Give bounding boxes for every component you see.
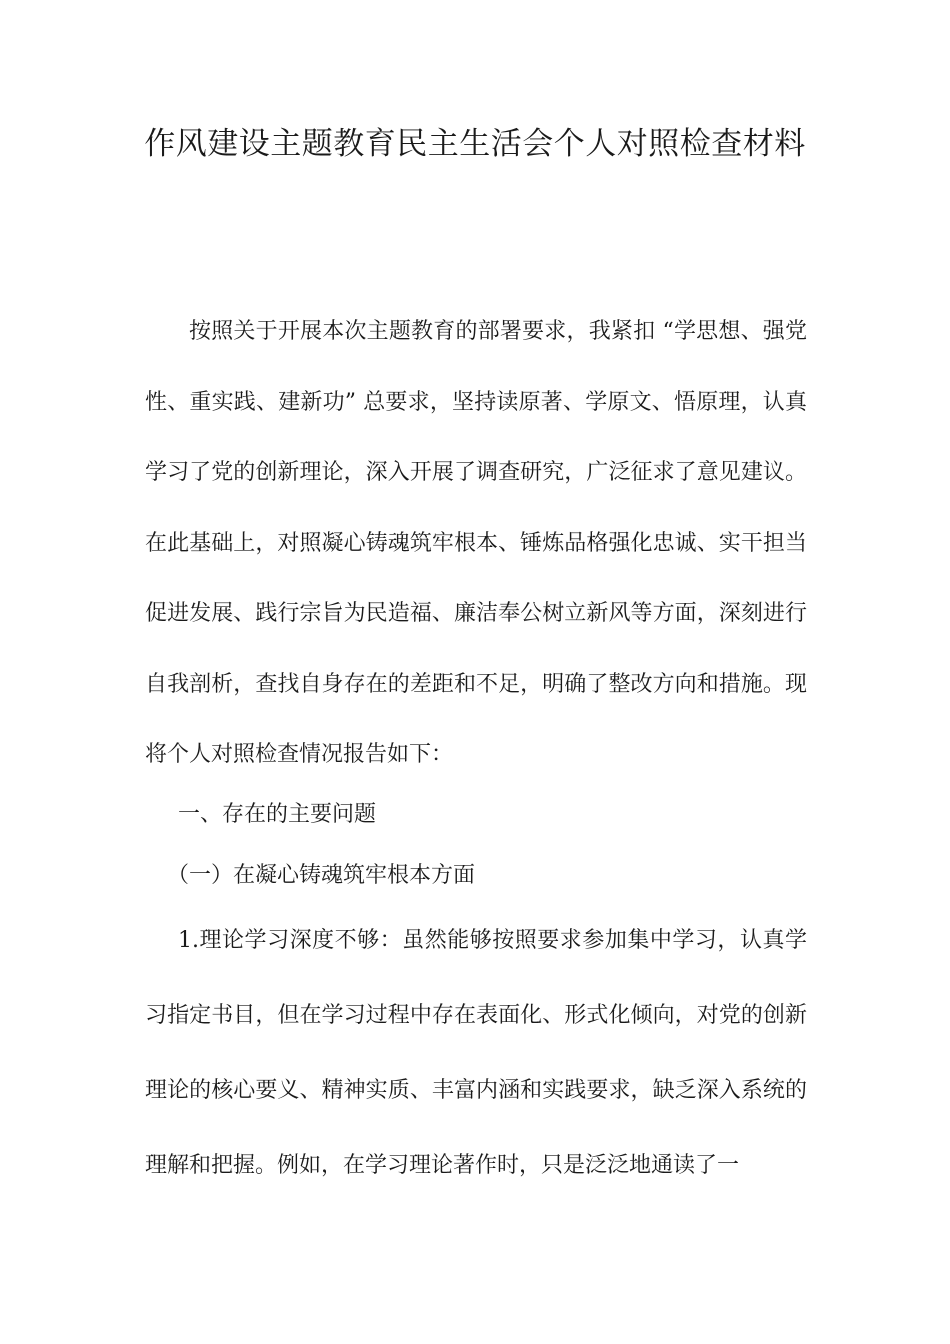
intro-paragraph: 按照关于开展本次主题教育的部署要求，我紧扣 “学思想、强党性、重实践、建新功” 总要求，坚持读原著、学原文、悟原理，认真学习了党的创新理论，深入开展了调查研究，广泛征求了意见建议。在此基础上，对照凝心铸魂筑牢根本、锤炼品格强化忠诚、实干担当促进发展、践行宗旨为民造福、廉洁奉公树立新风等方面，深刻进行自我剖析，查找自身存在的差距和不足，明确了整改方向和措施。现将个人对照检查情况报告如下： [145,319,807,767]
subsection-heading: （一）在凝心铸魂筑牢根本方面 [167,863,476,888]
document-title: 作风建设主题教育民主生活会个人对照检查材料 [144,126,806,162]
section-heading: 一、存在的主要问题 [178,802,377,827]
item-paragraph: 1.理论学习深度不够：虽然能够按照要求参加集中学习，认真学习指定书目，但在学习过程中存在表面化、形式化倾向，对党的创新理论的核心要义、精神实质、丰富内涵和实践要求，缺乏深入系统的理解和把握。例如，在学习理论著作时，只是泛泛地通读了一 [145,928,807,1178]
